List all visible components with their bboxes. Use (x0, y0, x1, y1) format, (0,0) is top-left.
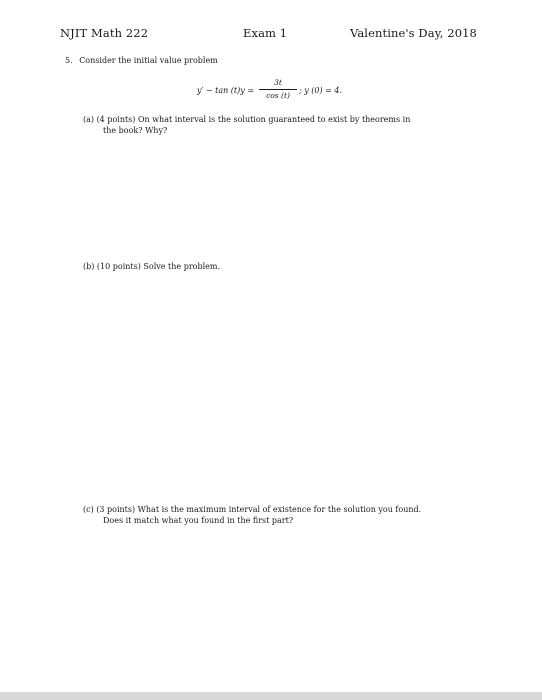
exam-title: Exam 1 (243, 26, 288, 40)
equation-initial-condition: ; y (0) = 4. (299, 86, 343, 95)
fraction-bar (259, 89, 297, 90)
part-a (83, 115, 478, 136)
part-a-text-line1: On what interval is the solution guaranteed to exist by theorems in (137, 115, 411, 124)
part-a-points: (4 points) (96, 115, 136, 124)
equation-lhs: y′ − tan (t)y = (197, 86, 255, 95)
part-c-label: (c) (83, 505, 94, 514)
part-b-label: (b) (83, 262, 95, 271)
part-b (83, 262, 478, 273)
part-c-points: (3 points) (96, 505, 136, 514)
part-a-text-line2: the book? Why? (103, 125, 168, 135)
equation-fraction (259, 78, 297, 101)
part-b-points: (10 points) (96, 262, 141, 271)
fraction-denominator: cos (t) (266, 91, 290, 100)
problem-statement (65, 56, 218, 65)
page-bottom-edge (0, 692, 542, 700)
problem-number: 5. (65, 56, 73, 65)
part-b-text: Solve the problem. (143, 262, 221, 271)
exam-date: Valentine's Day, 2018 (350, 26, 477, 40)
part-c-text-line2: Does it match what you found in the first part? (103, 515, 294, 525)
problem-intro: Consider the initial value problem (79, 56, 218, 65)
fraction-numerator: 3t (274, 78, 282, 87)
part-a-label: (a) (83, 115, 95, 124)
part-c (83, 505, 478, 526)
course-title: NJIT Math 222 (60, 26, 149, 40)
part-c-text-line1: What is the maximum interval of existence for the solution you found. (137, 505, 422, 514)
